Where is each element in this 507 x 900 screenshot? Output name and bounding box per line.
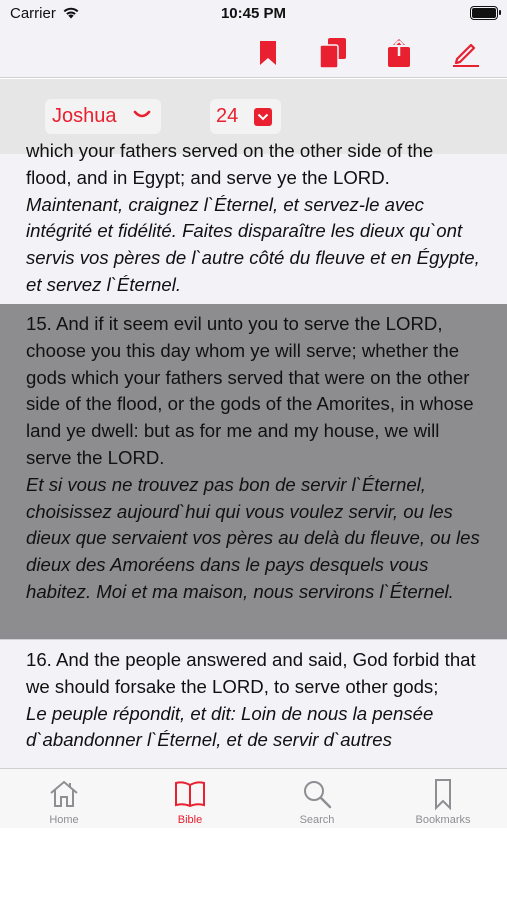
verse-item[interactable] xyxy=(0,639,507,754)
bookmark-button[interactable] xyxy=(251,36,285,70)
tab-label: Home xyxy=(49,814,79,826)
tab-search[interactable] xyxy=(254,769,380,829)
book-selector[interactable] xyxy=(45,99,161,134)
verse-list[interactable] xyxy=(0,140,507,768)
toolbar xyxy=(0,30,507,78)
chevron-down-icon xyxy=(133,109,151,121)
search-icon xyxy=(301,778,333,810)
verse-item[interactable] xyxy=(0,138,507,299)
edit-button[interactable] xyxy=(449,36,483,70)
copy-button[interactable] xyxy=(316,36,350,70)
tab-label: Search xyxy=(299,814,335,826)
tab-bible[interactable] xyxy=(127,769,253,829)
clock: 10:45 PM xyxy=(220,5,287,22)
chapter-label: 24 xyxy=(216,105,239,127)
dropdown-icon xyxy=(254,108,272,126)
verse-french: Maintenant, craignez l`Éternel, et servez-le avec intégrité et fidélité. Faites disparaître les dieux qu`ont servis vos pères de l`autre côté du fleuve et en Égypte, et servez l`Éternel. xyxy=(26,193,480,295)
verse-english: 16. And the people answered and said, God forbid that we should forsake the LORD, to serve other gods; xyxy=(26,649,476,697)
home-icon xyxy=(48,778,80,810)
tab-label: Bookmarks xyxy=(415,814,471,826)
battery-icon xyxy=(470,6,498,20)
status-bar xyxy=(0,0,507,30)
book-icon xyxy=(174,778,206,810)
chapter-selector[interactable] xyxy=(210,99,281,134)
tab-bar xyxy=(0,768,507,828)
tab-label: Bible xyxy=(177,814,203,826)
share-icon xyxy=(386,38,412,68)
bookmark-icon xyxy=(259,40,277,66)
copy-icon xyxy=(319,37,347,69)
tab-bookmarks[interactable] xyxy=(380,769,506,829)
carrier-label: Carrier xyxy=(10,5,56,22)
share-button[interactable] xyxy=(382,36,416,70)
edit-icon xyxy=(451,38,481,68)
bookmark-icon xyxy=(427,778,459,810)
verse-english: which your fathers served on the other side of the flood, and in Egypt; and serve ye the LORD. xyxy=(26,140,434,188)
tab-home[interactable] xyxy=(1,769,127,829)
verse-french: Et si vous ne trouvez pas bon de servir l`Éternel, choisissez aujourd`hui qui vous voulez servir, ou les dieux que servaient vos pères au delà du fleuve, ou les dieux des Amoréens dans le pays desquels vous habitez. Moi et ma maison, nous servirons l`Éternel. xyxy=(26,473,480,602)
verse-french: Le peuple répondit, et dit: Loin de nous la pensée d`abandonner l`Éternel, et de servir d`autres xyxy=(26,702,434,751)
verse-item-selected[interactable] xyxy=(0,304,507,639)
verse-english: 15. And if it seem evil unto you to serve the LORD, choose you this day whom ye will serve; whether the gods which your fathers served that were on the other side of the flood, or the gods of the Amorites, in whose land ye dwell: but as for me and my house, we will serve the LORD. xyxy=(26,313,474,468)
book-label: Joshua xyxy=(52,105,117,127)
